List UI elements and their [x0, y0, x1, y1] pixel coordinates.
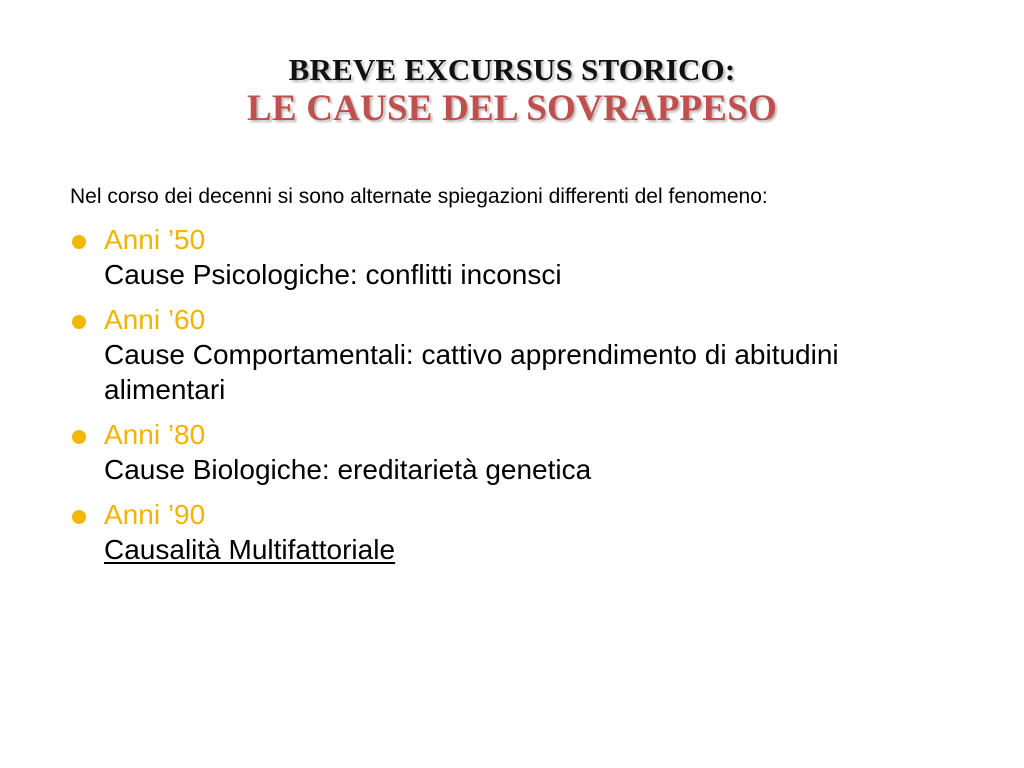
cause-text: Cause Psicologiche: conflitti inconsci — [104, 259, 562, 290]
list-item — [70, 302, 960, 407]
decade-label: Anni ’80 — [104, 419, 206, 450]
list-item — [70, 497, 960, 567]
bullet-icon — [72, 430, 86, 444]
cause-text: Cause Biologiche: ereditarietà genetica — [104, 454, 592, 485]
decade-label: Anni ’50 — [104, 224, 206, 255]
bullet-icon — [72, 510, 86, 524]
cause-text: Cause Comportamentali: cattivo apprendimento di abitudini alimentari — [104, 339, 839, 405]
slide-body — [70, 182, 960, 567]
slide-title — [0, 52, 1024, 130]
title-line-2: LE CAUSE DEL SOVRAPPESO — [247, 88, 777, 129]
decade-label: Anni ’60 — [104, 304, 206, 335]
list-item — [70, 417, 960, 487]
bullet-icon — [72, 315, 86, 329]
cause-text: Causalità Multifattoriale — [104, 534, 396, 565]
list-item — [70, 222, 960, 292]
title-line-1: BREVE EXCURSUS STORICO: — [288, 52, 736, 87]
bullet-icon — [72, 235, 86, 249]
decade-label: Anni ’90 — [104, 499, 206, 530]
intro-text: Nel corso dei decenni si sono alternate spiegazioni differenti del fenomeno: — [70, 185, 768, 208]
